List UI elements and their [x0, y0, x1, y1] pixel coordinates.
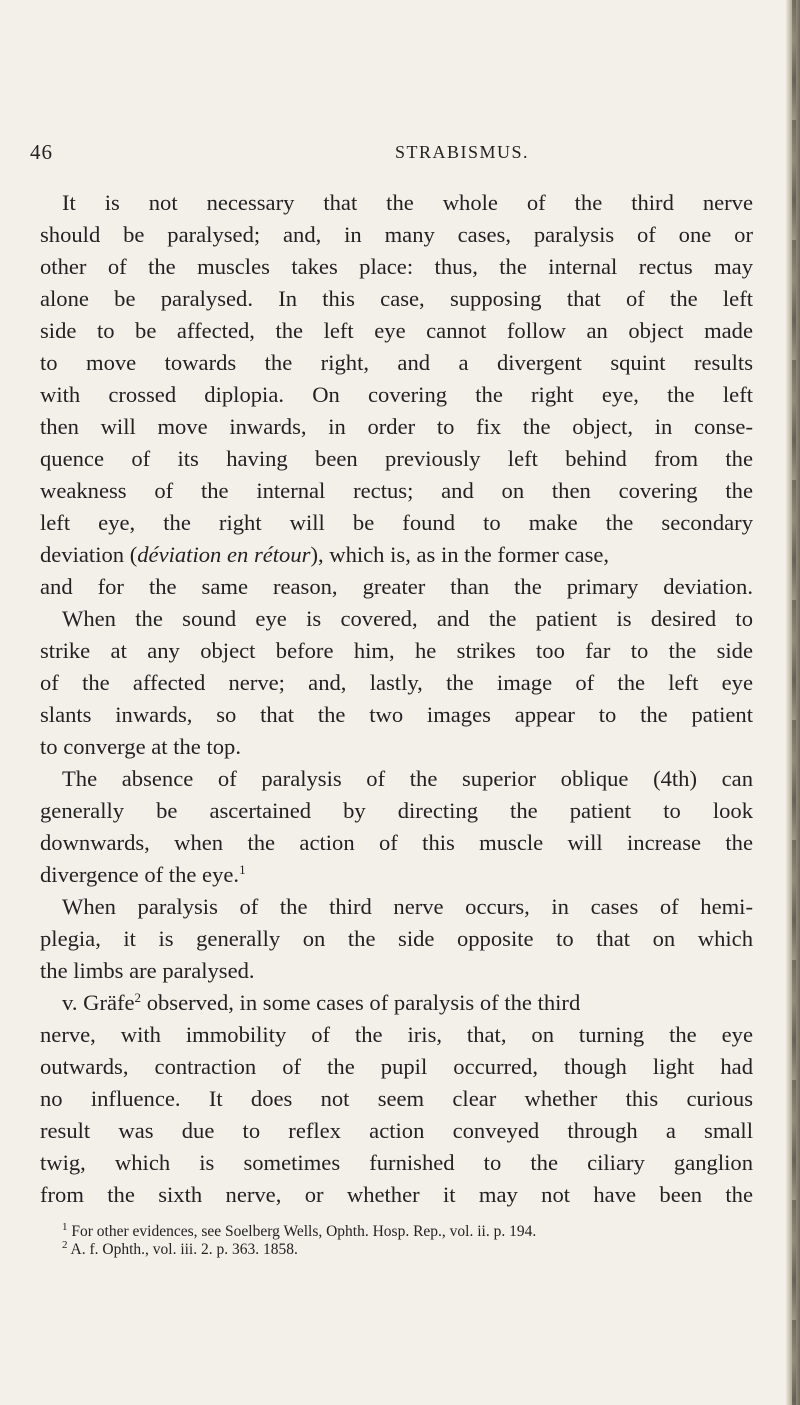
text-segment: observed, in some cases of paralysis of the third	[141, 990, 581, 1015]
text-line: side to be affected, the left eye cannot follow an object made	[40, 318, 753, 343]
footnotes	[62, 1223, 752, 1259]
text-line: When the sound eye is covered, and the patient is desired to	[62, 606, 753, 631]
footnote-mark: 1	[62, 1221, 68, 1233]
footnote	[62, 1241, 752, 1259]
footnote-ref: 1	[239, 862, 246, 877]
body-text	[40, 187, 753, 1211]
text-line: twig, which is sometimes furnished to the ciliary ganglion	[40, 1150, 753, 1175]
text-line: other of the muscles takes place: thus, the internal rectus may	[40, 254, 753, 279]
text-line: from the sixth nerve, or whether it may not have been the	[40, 1182, 753, 1207]
footnote-text: For other evidences, see Soelberg Wells, Ophth. Hosp. Rep., vol. ii. p. 194.	[71, 1223, 537, 1240]
text-line: with crossed diplopia. On covering the right eye, the left	[40, 382, 753, 407]
text-line: quence of its having been previously left behind from the	[40, 446, 753, 471]
italic-phrase: déviation en rétour	[137, 542, 311, 567]
text-line	[40, 987, 753, 1019]
text-line: of the affected nerve; and, lastly, the image of the left eye	[40, 670, 753, 695]
text-line: should be paralysed; and, in many cases, paralysis of one or	[40, 222, 753, 247]
text-line: to move towards the right, and a divergent squint results	[40, 350, 753, 375]
text-line: alone be paralysed. In this case, supposing that of the left	[40, 286, 753, 311]
page-header	[30, 140, 750, 170]
text-line: When paralysis of the third nerve occurs, in cases of hemi-	[62, 894, 753, 919]
text-line: nerve, with immobility of the iris, that, on turning the eye	[40, 1022, 753, 1047]
text-segment: deviation (	[40, 542, 138, 567]
text-line: slants inwards, so that the two images appear to the patient	[40, 702, 753, 727]
footnote-text: A. f. Ophth., vol. iii. 2. p. 363. 1858.	[70, 1241, 298, 1258]
page-number: 46	[30, 140, 53, 164]
text-line: generally be ascertained by directing the patient to look	[40, 798, 753, 823]
text-segment: v. Gräfe	[62, 990, 135, 1015]
text-line: It is not necessary that the whole of the third nerve	[62, 190, 753, 215]
footnote-mark: 2	[62, 1239, 68, 1251]
text-segment: divergence of the eye.	[40, 862, 240, 887]
text-segment: ), which is, as in the former case,	[310, 542, 610, 567]
text-line: plegia, it is generally on the side opposite to that on which	[40, 926, 753, 951]
text-line: The absence of paralysis of the superior oblique (4th) can	[62, 766, 753, 791]
text-line	[40, 859, 753, 891]
text-line: and for the same reason, greater than the primary deviation.	[40, 574, 753, 599]
text-line-with-italic	[40, 539, 753, 571]
text-line: downwards, when the action of this muscle will increase the	[40, 830, 753, 855]
running-title: STRABISMUS.	[395, 142, 530, 162]
text-line: result was due to reflex action conveyed through a small	[40, 1118, 753, 1143]
text-line: the limbs are paralysed.	[40, 958, 255, 983]
footnote-ref: 2	[134, 990, 142, 1005]
text-line: outwards, contraction of the pupil occurred, though light had	[40, 1054, 753, 1079]
text-line: then will move inwards, in order to fix the object, in conse-	[40, 414, 753, 439]
text-line: to converge at the top.	[40, 734, 241, 759]
text-line: no influence. It does not seem clear whether this curious	[40, 1086, 753, 1111]
footnote	[62, 1223, 752, 1241]
page-edge-shadow	[792, 0, 796, 1405]
text-line: strike at any object before him, he strikes too far to the side	[40, 638, 753, 663]
text-line: left eye, the right will be found to make the secondary	[40, 510, 753, 535]
text-line: weakness of the internal rectus; and on then covering the	[40, 478, 753, 503]
